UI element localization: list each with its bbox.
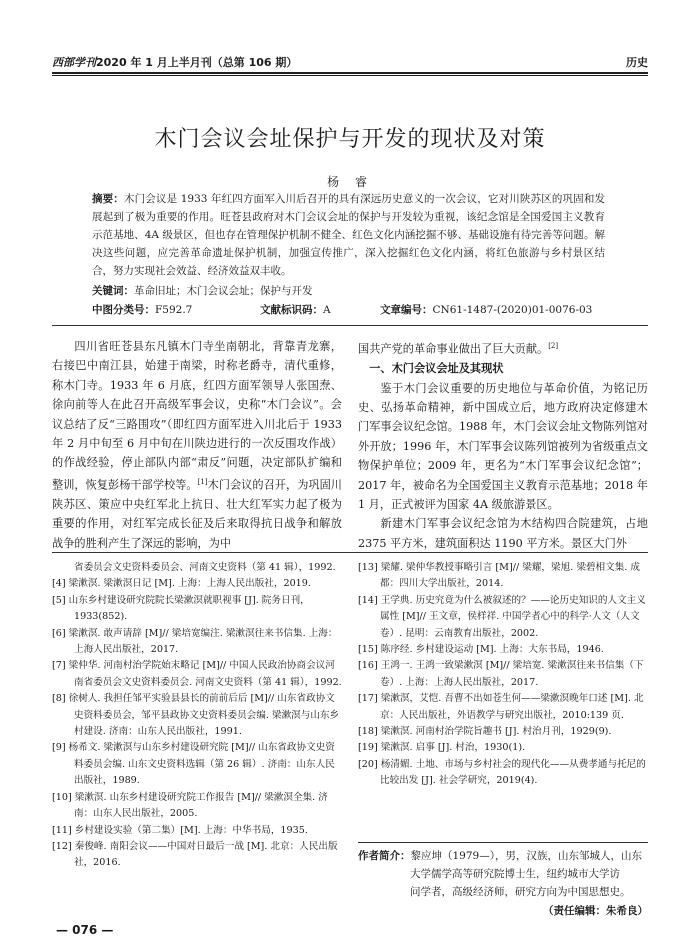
header-rule — [52, 72, 648, 74]
keywords — [92, 282, 605, 300]
bio-line: 大学儒学高等研究院博士生，纽约城市大学访 — [410, 868, 620, 880]
article-number: 文章编号：CN61-1487-(2020)01-0076-03 — [380, 304, 593, 316]
reference-item: [15] 陈序经. 乡村建设运动 [M]. 上海：大东书局，1946. — [358, 644, 604, 656]
reference-item: [16] 王鸿一. 王鸿一致梁漱溟 [M]// 梁培宽. 梁漱溟往来书信集（下卷）. 上海：上海人民出版社，2017. — [358, 660, 644, 688]
article-metadata — [92, 301, 605, 319]
reference-item: [12] 秦俊峰. 南阳会议——中国对日最后一战 [M]. 北京：人民出版社，2016. — [52, 840, 338, 869]
reference-item: [10] 梁漱溟. 山东乡村建设研究院工作报告 [M]// 梁漱溟全集. 济南：山东人民出版社，2005. — [52, 791, 328, 820]
reference-item: [5] 山东乡村建设研究院院长梁漱溟就职视事 [J]. 院务日刊，1933(852). — [52, 594, 310, 623]
reference-item: [17] 梁漱溟，艾恺. 吾曹不出如苍生何——梁漱溟晚年口述 [M]. 北京：人民出版社，外语教学与研究出版社，2010:139 页. — [358, 693, 644, 721]
abstract-label: 摘要： — [92, 193, 124, 205]
responsible-editor: （责任编辑：朱希良） — [543, 905, 648, 917]
document-code: 文献标识码：A — [260, 304, 331, 316]
bio-line: 问学者，高级经济师，研究方向为中国思想史。 — [410, 886, 631, 898]
clc-number: 中图分类号：F592.7 — [92, 304, 193, 316]
body-paragraph: 国共产党的革命事业做出了巨大贡献。[2] — [358, 342, 559, 356]
running-header — [52, 54, 648, 72]
references-rule — [52, 552, 648, 553]
citation-marker: [1] — [197, 477, 208, 486]
keywords-label: 关键词： — [92, 285, 134, 297]
reference-item: [7] 梁仲华. 河南村治学院始末略记 [M]// 中国人民政治协商会议河南省委员会文史资料委员会. 河南文史资料（第 41 辑），1992. — [52, 660, 342, 688]
article-title: 木门会议会址保护与开发的现状及对策 — [154, 127, 546, 152]
reference-item: [6] 梁漱溟. 敢声请辞 [M]// 梁培宽编注. 梁漱溟往来书信集. 上海：上海人民出版社，2017. — [52, 627, 338, 656]
author-bio — [358, 847, 650, 901]
body-column-left — [52, 337, 342, 553]
keywords-text: 革命旧址；木门会议会址；保护与开发 — [134, 285, 313, 297]
references-left — [52, 560, 344, 872]
body-paragraph: 四川省旺苍县东凡镇木门寺坐南朝北，背靠青龙寨，右接巴中南江县，始建于南梁，时称老爵寺，清代重修，称木门寺。1933 年 6 月底，红四方面军领导人张国焘、徐向前等人在此召开高级军事会议，史称“木门会议”。会议总结了反“三路围攻”（即红四方面军进入川北后于 1933 年 2 月中旬至 6 月中旬在川陕边进行的一次反围攻作战）的作战经验，停止部队内部“肃反”问题，决定部队扩编和整训，恢复彭杨干部学校等。[1]木门会议的召开，为巩固川陕苏区、策应中央红军北上抗日、壮大红军实力起了极为重要的作用，对红军完成长征及后来取得抗日战争和解放战争的胜利产生了深远的影响，为中 — [52, 340, 342, 550]
body-paragraph: 新建木门军事会议纪念馆为木结构四合院建筑，占地 2375 平方米，建筑面积达 1190 平方米。景区大门外 — [358, 517, 648, 550]
bio-rule — [358, 842, 648, 843]
reference-item: [19] 梁漱溟. 启事 [J]. 村治，1930(1). — [358, 742, 526, 754]
metadata-rule — [52, 325, 648, 326]
references-right — [358, 560, 650, 790]
reference-item: 省委员会文史资料委员会、河南文史资料（第 41 辑），1992. — [74, 562, 336, 573]
article-author: 杨 睿 — [327, 175, 373, 189]
journal-info — [52, 54, 297, 70]
abstract — [92, 190, 605, 280]
section-label: 历史 — [626, 56, 648, 69]
reference-item: [20] 杨清媚. 土地、市场与乡村社会的现代化——从费孝通与托尼的比较出发 [J]. 社会学研究，2019(4). — [358, 758, 646, 787]
reference-item: [18] 梁漱溟. 河南村治学院旨趣书 [J]. 村治月刊，1929(9). — [358, 726, 612, 738]
reference-item: [8] 徐树人. 我担任邹平实验县县长的前前后后 [M]// 山东省政协文史资料委员会，邹平县政协文史资料委员会编. 梁漱溟与山东乡村建设. 济南：山东人民出版社，1991. — [52, 693, 340, 738]
header-rule-thin — [52, 75, 648, 76]
journal-name: 西部学刊 — [52, 56, 96, 69]
page-number: — 076 — — [56, 923, 114, 937]
issue-info: 2020 年 1 月上半月刊（总第 106 期） — [96, 56, 298, 69]
reference-item: [11] 乡村建设实验（第二集）[M]. 上海：中华书局，1935. — [52, 824, 308, 836]
section-heading: 一、木门会议会址及其现状 — [369, 362, 504, 376]
body-column-right — [358, 337, 648, 553]
reference-item: [13] 梁耀. 梁仲华教授事略引言 [M]// 梁耀，梁旭. 梁碧相文集. 成都：四川大学出版社，2014. — [358, 562, 640, 590]
citation-marker: [2] — [548, 342, 559, 350]
abstract-text: 木门会议是 1933 年红四方面军入川后召开的具有深远历史意义的一次会议，它对川陕苏区的巩固和发展起到了极为重要的作用。旺苍县政府对木门会议会址的保护与开发较为重视，该纪念馆是全国爱国主义教育示范基地、4A 级景区，但也存在管理保护机制不健全、红色文化内涵挖掘不够、基础设施有待完善等问题。解决这些问题，应完善革命遗址保护机制，加强宣传推广，深入挖掘红色文化内涵，将红色旅游与乡村景区结合，努力实现社会效益、经济效益双丰收。 — [92, 193, 605, 277]
body-paragraph: 鉴于木门会议重要的历史地位与革命价值，为铭记历史、弘扬革命精神，新中国成立后，地方政府决定修建木门军事会议纪念馆。1988 年，木门会议会址文物陈列馆对外开放；1996 年，木门军事会议陈列馆被列为省级重点文物保护单位；2009 年，更名为“木门军事会议纪念馆”；2017 年，被命名为全国爱国主义教育示范基地；2018 年 1 月，正式被评为国家 4A 级旅游景区。 — [358, 381, 648, 511]
reference-item: [14] 王学典. 历史究竟为什么被叙述的？——论历史知识的人文主义属性 [M]// 王文章，侯样祥. 中国学者心中的科学·人文（人文卷）. 昆明：云南教育出版社，2002. — [358, 594, 646, 639]
bio-line: 作者简介：黎应坤（1979—），男，汉族，山东邹城人，山东 — [358, 850, 642, 862]
reference-item: [4] 梁漱溟. 梁漱溟日记 [M]. 上海：上海人民出版社，2019. — [52, 578, 311, 590]
bio-label: 作者简介： — [358, 850, 411, 862]
reference-item: [9] 杨希文. 梁漱溟与山东乡村建设研究院 [M]// 山东省政协文史资料委员会编. 山东文史资料选辑（第 26 辑）. 济南：山东人民出版社，1989. — [52, 742, 335, 787]
